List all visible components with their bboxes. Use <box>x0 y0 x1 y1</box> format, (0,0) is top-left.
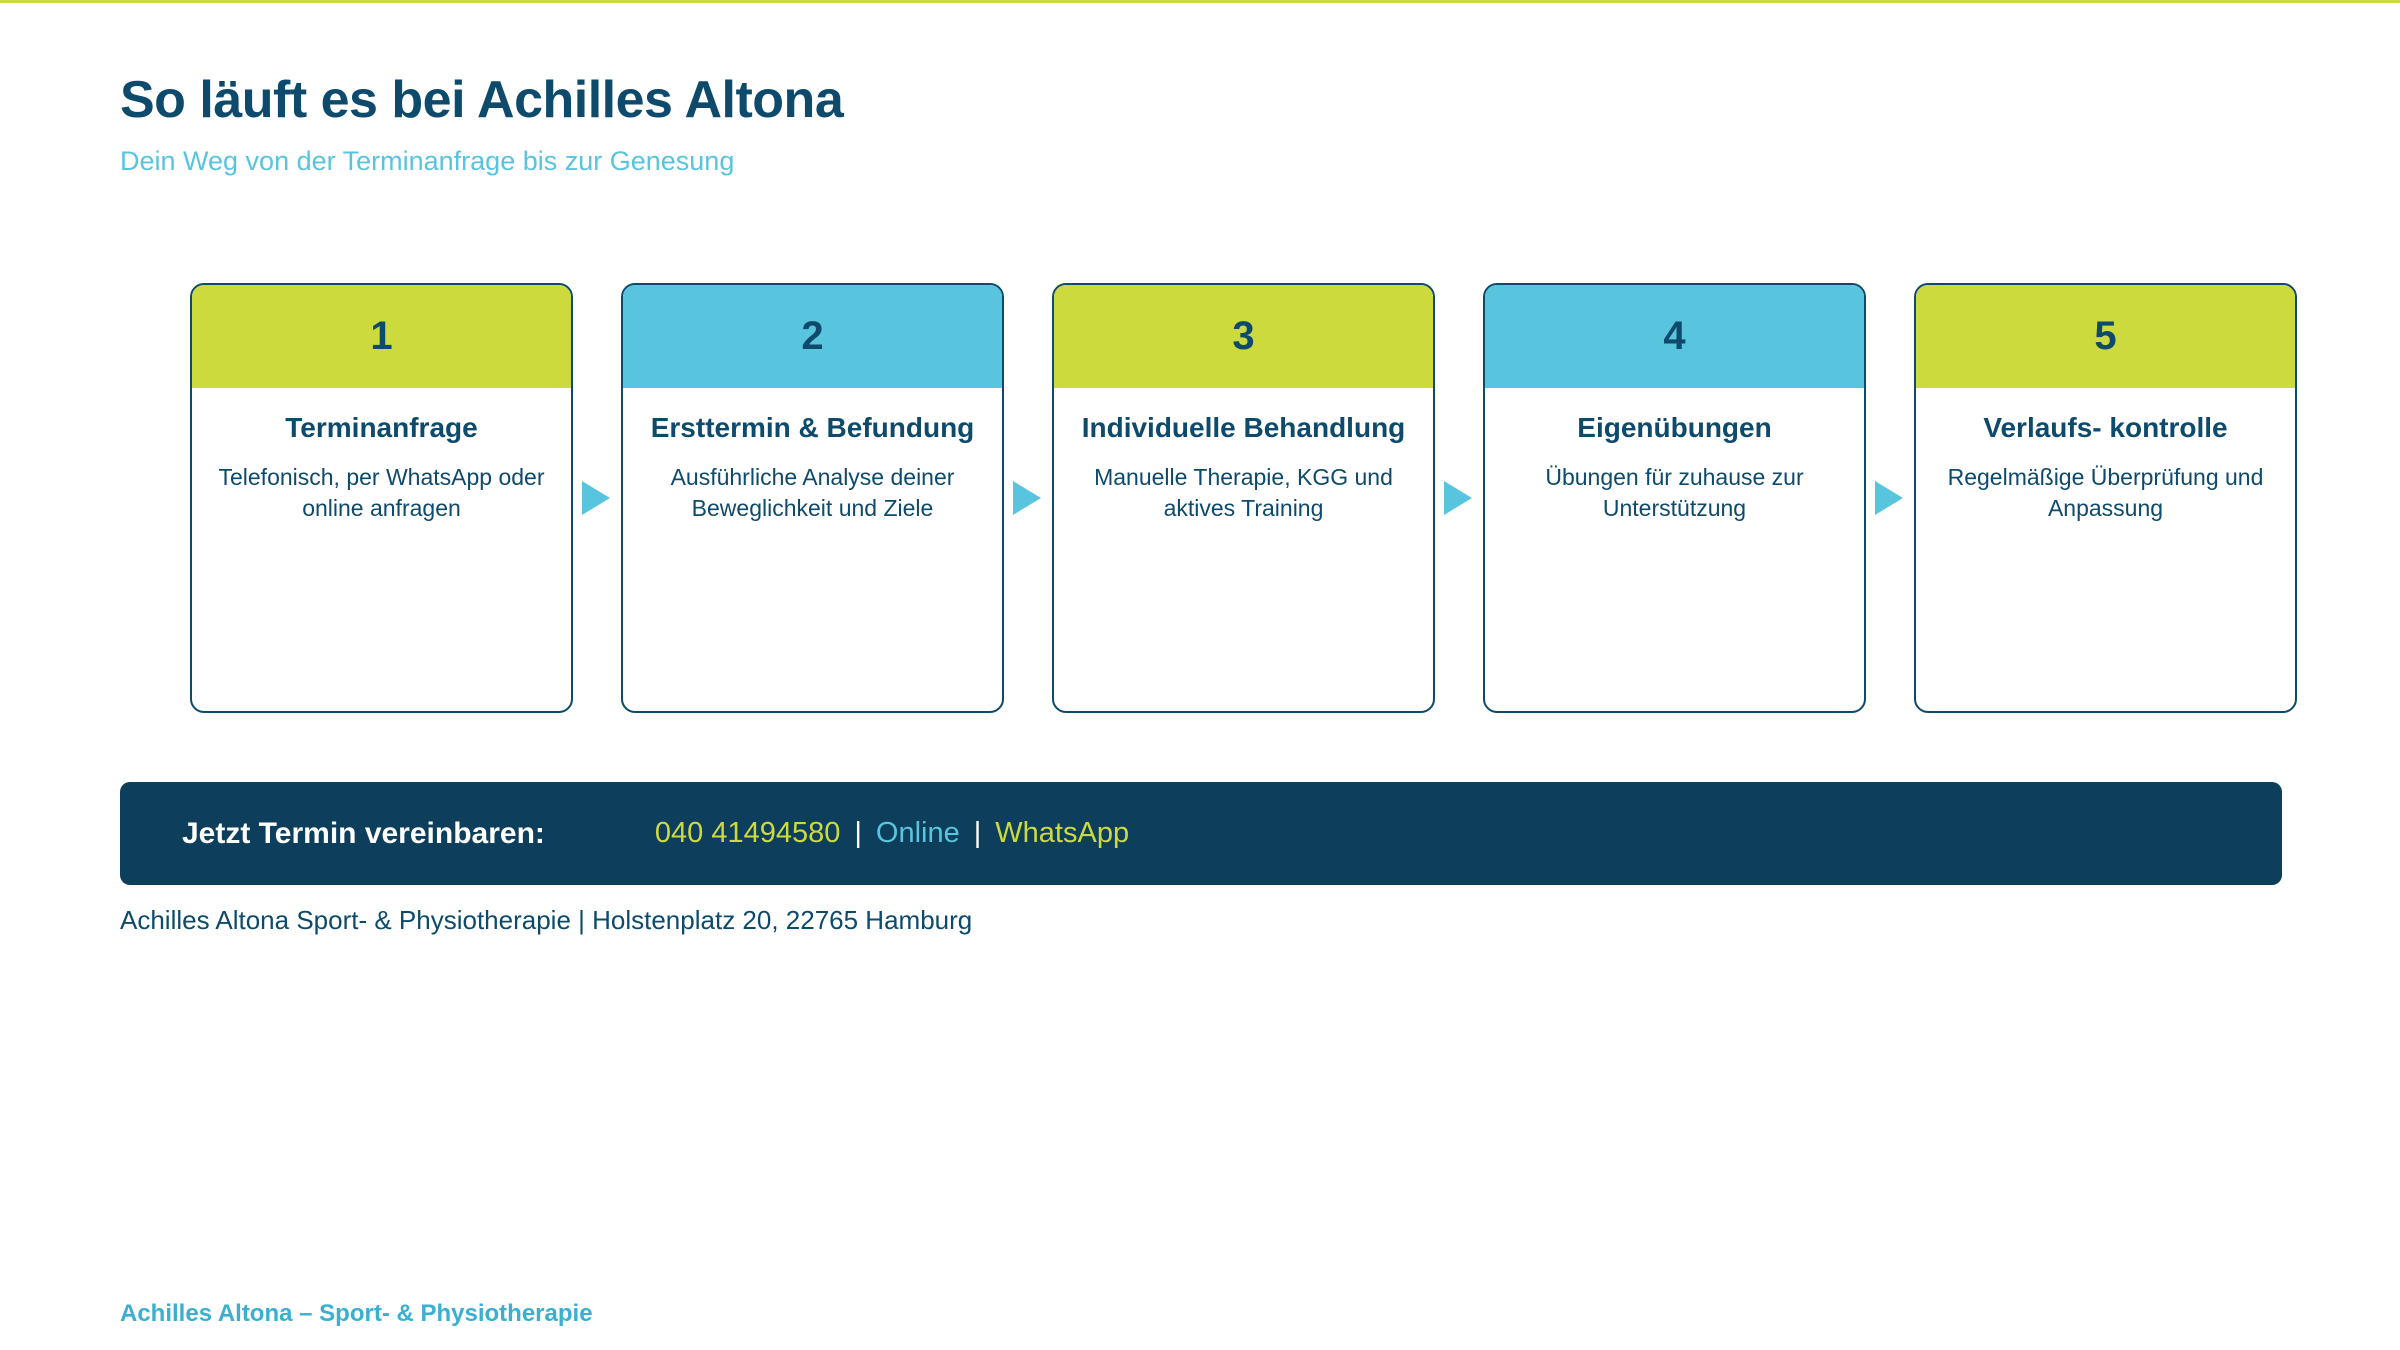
step-body-2 <box>623 388 1002 711</box>
cta-phone-link[interactable]: 040 41494580 <box>654 817 841 849</box>
step-body-3 <box>1054 388 1433 711</box>
step-card-4 <box>1483 283 1866 713</box>
step-description-1: Telefonisch, per WhatsApp oder online anfragen <box>218 463 545 522</box>
cta-separator-1: | <box>854 817 862 849</box>
step-title-3: Individuelle Behandlung <box>1081 412 1406 443</box>
cta-bar <box>120 782 2282 885</box>
step-card-2 <box>621 283 1004 713</box>
step-number-badge-3: 3 <box>1054 285 1433 388</box>
header-block <box>120 72 843 177</box>
cta-links <box>655 817 1129 850</box>
process-steps <box>190 283 2297 713</box>
arrow-icon-3 <box>1435 283 1483 713</box>
arrow-icon-4 <box>1866 283 1914 713</box>
cta-whatsapp-link[interactable]: WhatsApp <box>995 817 1130 849</box>
step-number-badge-2: 2 <box>623 285 1002 388</box>
step-title-5: Verlaufs- kontrolle <box>1983 412 2228 443</box>
step-title-1: Terminanfrage <box>285 412 478 443</box>
step-card-1 <box>190 283 573 713</box>
footer-brand: Achilles Altona – Sport- & Physiotherapie <box>120 1300 593 1327</box>
step-number-badge-5: 5 <box>1916 285 2295 388</box>
arrow-icon-1 <box>573 283 621 713</box>
practice-address: Achilles Altona Sport- & Physiotherapie | Holstenplatz 20, 22765 Hamburg <box>120 905 973 935</box>
step-body-4 <box>1485 388 1864 711</box>
top-accent-rule <box>0 0 2400 3</box>
step-number-badge-4: 4 <box>1485 285 1864 388</box>
cta-label: Jetzt Termin vereinbaren: <box>182 816 545 850</box>
step-title-4: Eigenübungen <box>1577 412 1772 443</box>
page-subtitle: Dein Weg von der Terminanfrage bis zur Genesung <box>120 146 735 177</box>
arrow-icon-2 <box>1004 283 1052 713</box>
step-card-5 <box>1914 283 2297 713</box>
step-body-5 <box>1916 388 2295 711</box>
step-number-badge-1: 1 <box>192 285 571 388</box>
step-description-4: Übungen für zuhause zur Unterstützung <box>1545 463 1804 522</box>
step-description-5: Regelmäßige Überprüfung und Anpassung <box>1947 463 2264 522</box>
cta-online-link[interactable]: Online <box>875 817 960 849</box>
cta-separator-2: | <box>973 817 982 849</box>
step-title-2: Ersttermin & Befundung <box>650 412 975 443</box>
step-body-1 <box>192 388 571 711</box>
step-description-3: Manuelle Therapie, KGG und aktives Training <box>1094 463 1393 522</box>
step-card-3 <box>1052 283 1435 713</box>
page-title: So läuft es bei Achilles Altona <box>120 71 844 129</box>
step-description-2: Ausführliche Analyse deiner Beweglichkeit und Ziele <box>670 463 955 522</box>
